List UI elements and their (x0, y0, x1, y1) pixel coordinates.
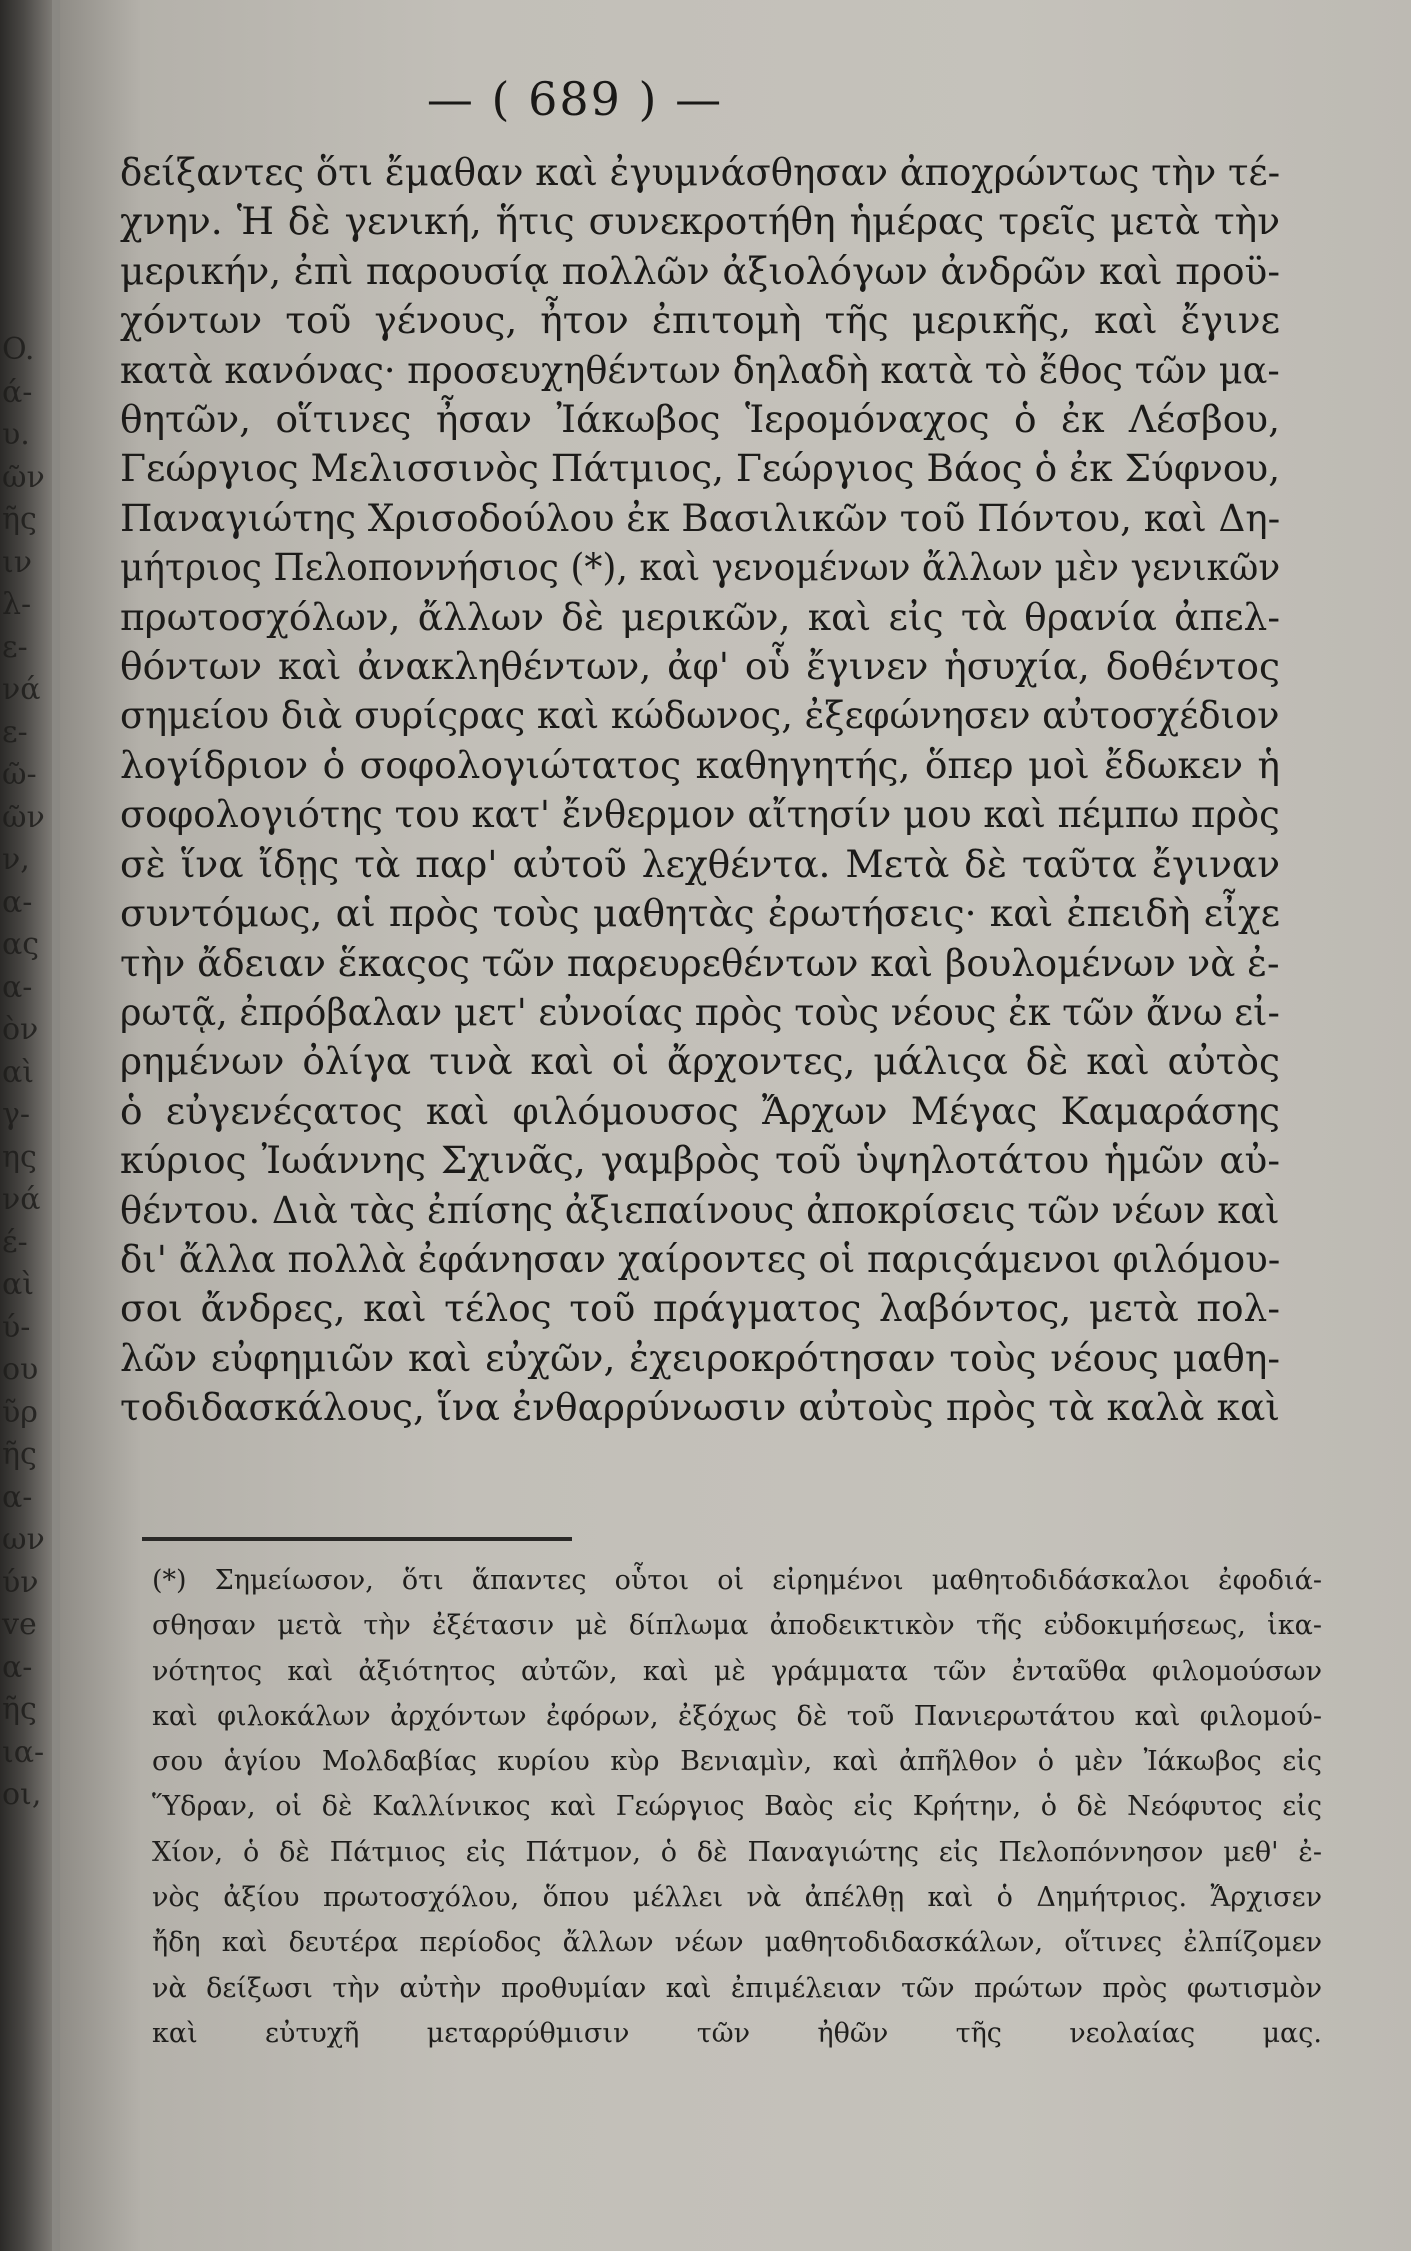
facing-page-fragment: γ- (2, 1097, 31, 1132)
facing-page-fragment: ης (2, 1139, 37, 1175)
facing-page-fragment: αὶ (2, 1267, 35, 1302)
footnote-line: νότητος καὶ ἀξιότητος αὐτῶν, καὶ μὲ γράμματα τῶν ἐνταῦθα φιλομούσων (152, 1655, 1322, 1687)
facing-page-fragment: υ. (2, 417, 30, 452)
text-line: θόντων καὶ ἀνακληθέντων, ἀφ' οὗ ἔγινεν ἡσυχία, δοθέντος (120, 644, 1280, 689)
facing-page-fragment: ῶν (2, 459, 45, 495)
main-text-block (120, 148, 1280, 1433)
facing-page-fragment: O. (2, 332, 35, 367)
text-line: δείξαντες ὅτι ἔμαθαν καὶ ἐγυμνάσθησαν ἀποχρώντως τὴν τέ- (120, 150, 1281, 194)
text-line: θέντου. Διὰ τὰς ἐπίσης ἀξιεπαίνους ἀποκρίσεις τῶν νέων καὶ (120, 1187, 1280, 1232)
footnote-line: Ὕδραν, οἱ δὲ Καλλίνικος καὶ Γεώργιος Βαὸς εἰς Κρήτην, ὁ δὲ Νεόφυτος εἰς (152, 1791, 1322, 1823)
footnote-line: ἤδη καὶ δευτέρα περίοδος ἄλλων νέων μαθητοδιδασκάλων, οἵτινες ἐλπίζομεν (152, 1927, 1322, 1959)
facing-page-fragment: α- (2, 1479, 33, 1515)
text-line: συντόμως, αἱ πρὸς τοὺς μαθητὰς ἐρωτήσεις· καὶ ἐπειδὴ εἶχε (120, 891, 1280, 936)
footnote-block (152, 1558, 1322, 2056)
facing-page-fragment: οι, (2, 1777, 42, 1812)
text-line: μερικήν, ἐπὶ παρουσίᾳ πολλῶν ἀξιολόγων ἀνδρῶν καὶ προϋ- (120, 248, 1280, 293)
book-page (60, 0, 1411, 2251)
text-line: τοδιδασκάλους, ἵνα ἐνθαρρύνωσιν αὐτοὺς πρὸς τὰ καλὰ καὶ (120, 1385, 1280, 1430)
facing-page-fragment: ια- (2, 1734, 45, 1770)
text-line: κύριος Ἰωάννης Σχινᾶς, γαμβρὸς τοῦ ὑψηλοτάτου ἡμῶν αὐ- (120, 1138, 1280, 1183)
facing-page-fragment: ύ- (2, 1309, 31, 1345)
text-line: μήτριος Πελοποννήσιος (*), καὶ γενομένων ἄλλων μὲν γενικῶν (120, 545, 1281, 590)
text-line: σοφολογιότης του κατ' ἔνθερμον αἴτησίν μου καὶ πέμπω πρὸς (120, 792, 1280, 837)
footnote-line: σου ἁγίου Μολδαβίας κυρίου κὺρ Βενιαμὶν, καὶ ἀπῆλθον ὁ μὲν Ἰάκωβος εἰς (152, 1746, 1322, 1778)
text-line: ρωτᾷ, ἐπρόβαλαν μετ' εὐνοίας πρὸς τοὺς νέους ἐκ τῶν ἄνω εἰ- (120, 989, 1280, 1034)
facing-page-fragment: ῶ- (2, 757, 37, 792)
footnote-line: νὰ δείξωσι τὴν αὐτὴν προθυμίαν καὶ ἐπιμέλειαν τῶν πρώτων πρὸς φωτισμὸν (152, 1972, 1322, 2004)
text-line: λογίδριον ὁ σοφολογιώτατος καθηγητής, ὅπερ μοὶ ἔδωκεν ἡ (120, 742, 1280, 787)
facing-page-fragment: ὸν (2, 1012, 39, 1047)
text-line: Γεώργιος Μελισσινὸς Πάτμιος, Γεώργιος Βάος ὁ ἐκ Σύφνου, (120, 446, 1281, 491)
text-line: ρημένων ὀλίγα τινὰ καὶ οἱ ἄρχοντες, μάλιςα δὲ καὶ αὐτὸς (120, 1039, 1280, 1084)
facing-page-fragment: ve (2, 1607, 37, 1642)
facing-page-fragment: ε- (2, 629, 28, 665)
facing-page-fragment: λ- (2, 587, 32, 622)
facing-page-fragment: ῶν (2, 799, 45, 835)
facing-page-fragment: ά- (2, 374, 33, 410)
footnote-line: καὶ εὐτυχῆ μεταρρύθμισιν τῶν ἠθῶν τῆς νεολαίας μας. (152, 2017, 1322, 2049)
text-line: χνην. Ἡ δὲ γενική, ἥτις συνεκροτήθη ἡμέρας τρεῖς μετὰ τὴν (120, 199, 1280, 244)
footnote-line: καὶ φιλοκάλων ἀρχόντων ἐφόρων, ἐξόχως δὲ τοῦ Πανιερωτάτου καὶ φιλομού- (152, 1700, 1322, 1732)
facing-page-fragment: α- (2, 884, 33, 920)
text-line: σὲ ἵνα ἴδῃς τὰ παρ' αὐτοῦ λεχθέντα. Μετὰ δὲ ταῦτα ἔγιναν (120, 841, 1280, 886)
text-line: θητῶν, οἵτινες ἦσαν Ἰάκωβος Ἱερομόναχος ὁ ἐκ Λέσβου, (120, 397, 1280, 442)
facing-page-fragment: νά (2, 672, 41, 707)
facing-page-fragment: α- (2, 1649, 33, 1685)
facing-page-fragment: ῆς (2, 1437, 37, 1472)
facing-page-fragment: ε- (2, 714, 28, 750)
footnote-line: σθησαν μετὰ τὴν ἐξέτασιν μὲ δίπλωμα ἀποδεικτικὸν τῆς εὐδοκιμήσεως, ἱκα- (152, 1610, 1322, 1642)
text-line: σημείου διὰ συρίςρας καὶ κώδωνος, ἐξεφώνησεν αὐτοσχέδιον (120, 693, 1280, 738)
facing-page-fragment: νά (2, 1182, 41, 1217)
facing-page-fragment: α- (2, 969, 33, 1005)
page-number-header: — ( 689 ) — (426, 72, 724, 126)
footnote-line: (*) Σημείωσον, ὅτι ἅπαντες οὗτοι οἱ εἰρημένοι μαθητοδιδάσκαλοι ἐφοδιά- (152, 1565, 1322, 1596)
facing-page-fragment: ν, (2, 842, 30, 877)
text-line: τὴν ἄδειαν ἕκαςος τῶν παρευρεθέντων καὶ βουλομένων νὰ ἐ- (120, 940, 1280, 985)
text-line: κατὰ κανόνας· προσευχηθέντων δηλαδὴ κατὰ τὸ ἔθος τῶν μα- (120, 347, 1280, 392)
text-line: δι' ἄλλα πολλὰ ἐφάνησαν χαίροντες οἱ παριςάμενοι φιλόμου- (120, 1236, 1281, 1281)
text-line: ὁ εὐγενέςατος καὶ φιλόμουσος Ἄρχων Μέγας Καμαράσης (120, 1088, 1280, 1133)
facing-page-fragment: ιν (2, 544, 32, 580)
footnote-line: Χίον, ὁ δὲ Πάτμιος εἰς Πάτμον, ὁ δὲ Παναγιώτης εἰς Πελοπόννησον μεθ' ἐ- (152, 1836, 1322, 1868)
facing-page-fragment: ῆς (2, 1692, 37, 1727)
text-line: χόντων τοῦ γένους, ἦτον ἐπιτομὴ τῆς μερικῆς, καὶ ἔγινε (120, 298, 1280, 343)
facing-page-fragment: έ- (2, 1224, 28, 1260)
facing-page-fragment: ας (2, 927, 40, 962)
facing-page-fragment: ῆς (2, 502, 37, 537)
footnote-line: νὸς ἀξίου πρωτοσχόλου, ὅπου μέλλει νὰ ἀπέλθῃ καὶ ὁ Δημήτριος. Ἄρχισεν (152, 1882, 1322, 1914)
facing-page-fragment: αὶ (2, 1054, 35, 1090)
facing-page-fragment: ύν (2, 1564, 39, 1600)
text-line: σοι ἄνδρες, καὶ τέλος τοῦ πράγματος λαβόντος, μετὰ πολ- (120, 1286, 1280, 1331)
text-line: Παναγιώτης Χρισοδούλου ἐκ Βασιλικῶν τοῦ Πόντου, καὶ Δη- (120, 495, 1281, 540)
facing-page-edge (0, 0, 60, 2251)
footnote-separator (142, 1537, 572, 1541)
text-line: λῶν εὐφημιῶν καὶ εὐχῶν, ἐχειροκρότησαν τοὺς νέους μαθη- (120, 1335, 1280, 1380)
facing-page-fragment: ῦρ (2, 1394, 38, 1430)
facing-page-fragment: ου (2, 1352, 39, 1387)
text-line: πρωτοσχόλων, ἄλλων δὲ μερικῶν, καὶ εἰς τὰ θρανία ἀπελ- (120, 594, 1280, 639)
facing-page-fragment: ων (2, 1522, 45, 1557)
